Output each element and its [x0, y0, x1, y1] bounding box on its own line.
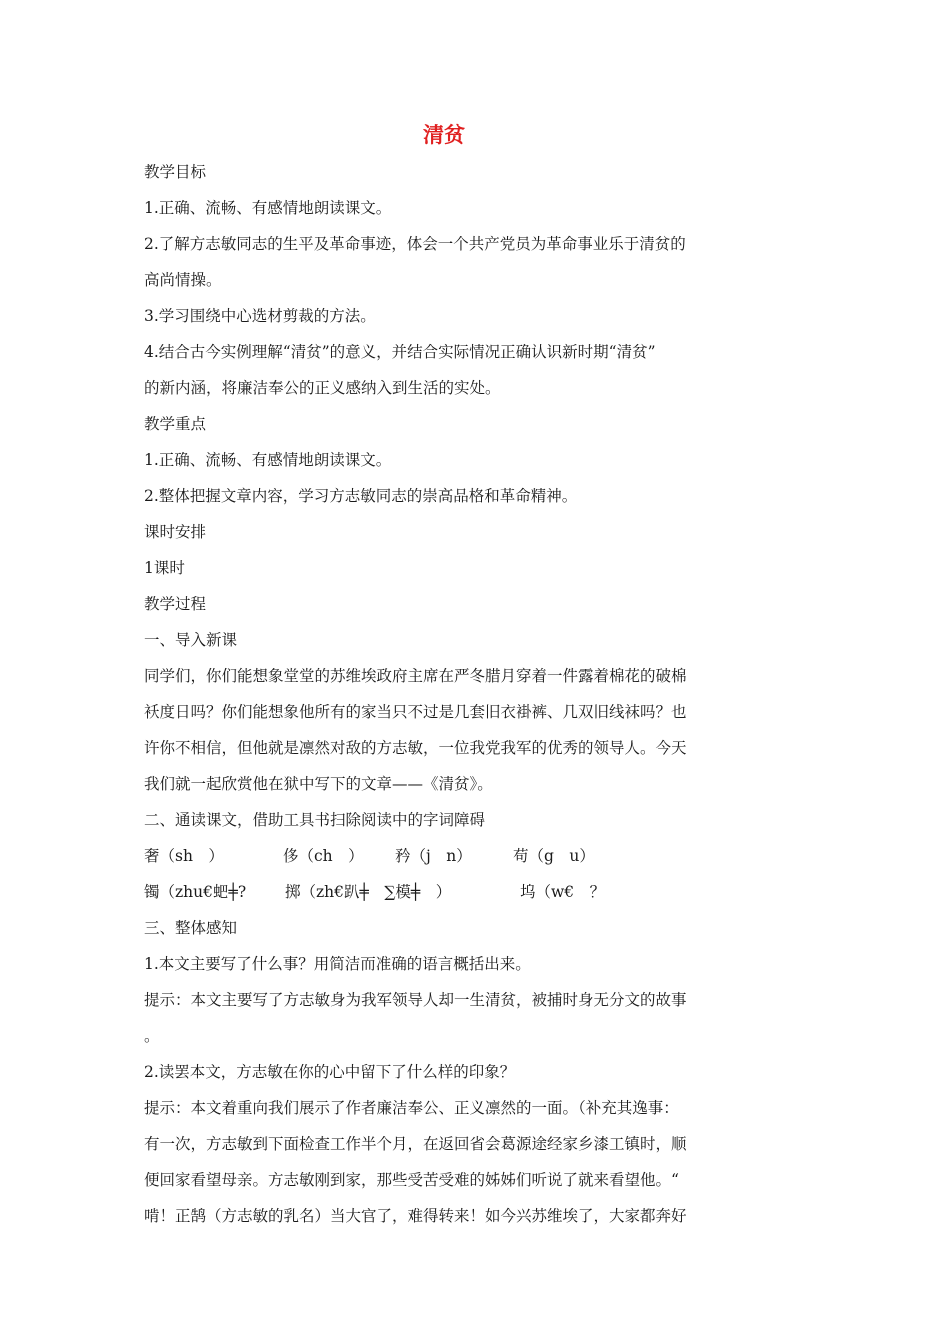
pinyin-item: 奢（sh ）	[144, 847, 224, 865]
text-line: 二、通读课文，借助工具书扫除阅读中的字词障碍	[144, 811, 486, 829]
body-block-2	[144, 910, 744, 1234]
text-line: 袄度日吗？你们能想象他所有的家当只不过是几套旧衣褂裤、几双旧线袜吗？也	[144, 703, 687, 721]
text-line: 1.正确、流畅、有感情地朗读课文。	[144, 451, 392, 469]
text-line: 有一次，方志敏到下面检查工作半个月，在返回省会葛源途经家乡漆工镇时，顺	[144, 1135, 687, 1153]
text-line: 教学过程	[144, 595, 207, 613]
text-line: 1.本文主要写了什么事？用简洁而准确的语言概括出来。	[144, 955, 531, 973]
pinyin-item: 侈（ch ）	[283, 847, 364, 865]
text-line: 1课时	[144, 559, 185, 577]
pinyin-item: 苟（g u）	[513, 847, 595, 865]
document-page	[144, 120, 744, 1234]
text-line: 便回家看望母亲。方志敏刚到家，那些受苦受难的姊姊们听说了就来看望他。“	[144, 1171, 679, 1189]
text-line: 1.正确、流畅、有感情地朗读课文。	[144, 199, 392, 217]
text-line: 三、整体感知	[144, 919, 238, 937]
pinyin-row-2	[144, 874, 744, 910]
text-line: 许你不相信，但他就是凛然对敌的方志敏，一位我党我军的优秀的领导人。今天	[144, 739, 687, 757]
pinyin-item: 镯（zhu€蚆╪?	[144, 883, 247, 901]
text-line: 啃！正鹄（方志敏的乳名）当大官了，难得转来！如今兴苏维埃了，大家都奔好	[144, 1207, 687, 1225]
text-line: 课时安排	[144, 523, 207, 541]
text-line: 同学们，你们能想象堂堂的苏维埃政府主席在严冬腊月穿着一件露着棉花的破棉	[144, 667, 687, 685]
text-line: 3.学习围绕中心选材剪裁的方法。	[144, 307, 376, 325]
text-line: 2.了解方志敏同志的生平及革命事迹，体会一个共产党员为革命事业乐于清贫的	[144, 235, 686, 253]
text-line: 教学重点	[144, 415, 207, 433]
pinyin-item: 掷（zh€趴╪ ∑模╪ ）	[285, 883, 452, 901]
text-line: 4.结合古今实例理解“清贫”的意义，并结合实际情况正确认识新时期“清贫”	[144, 343, 656, 361]
body-block-1	[144, 154, 744, 838]
pinyin-row-1	[144, 838, 744, 874]
text-line: 教学目标	[144, 163, 207, 181]
text-line: 提示：本文主要写了方志敏身为我军领导人却一生清贫，被捕时身无分文的故事	[144, 991, 687, 1009]
document-title: 清贫	[423, 123, 465, 147]
text-line: 2.整体把握文章内容，学习方志敏同志的崇高品格和革命精神。	[144, 487, 578, 505]
pinyin-item: 矜（j n）	[395, 847, 472, 865]
pinyin-item: 坞（w€ ？	[520, 883, 606, 901]
text-line: 提示：本文着重向我们展示了作者廉洁奉公、正义凛然的一面。（补充其逸事：	[144, 1099, 679, 1117]
text-line: 我们就一起欣赏他在狱中写下的文章——《清贫》。	[144, 775, 493, 793]
text-line: 2.读罢本文，方志敏在你的心中留下了什么样的印象？	[144, 1063, 516, 1081]
text-line: 的新内涵，将廉洁奉公的正义感纳入到生活的实处。	[144, 379, 501, 397]
text-line: 。	[144, 1027, 160, 1045]
text-line: 高尚情操。	[144, 271, 222, 289]
text-line: 一、导入新课	[144, 631, 238, 649]
